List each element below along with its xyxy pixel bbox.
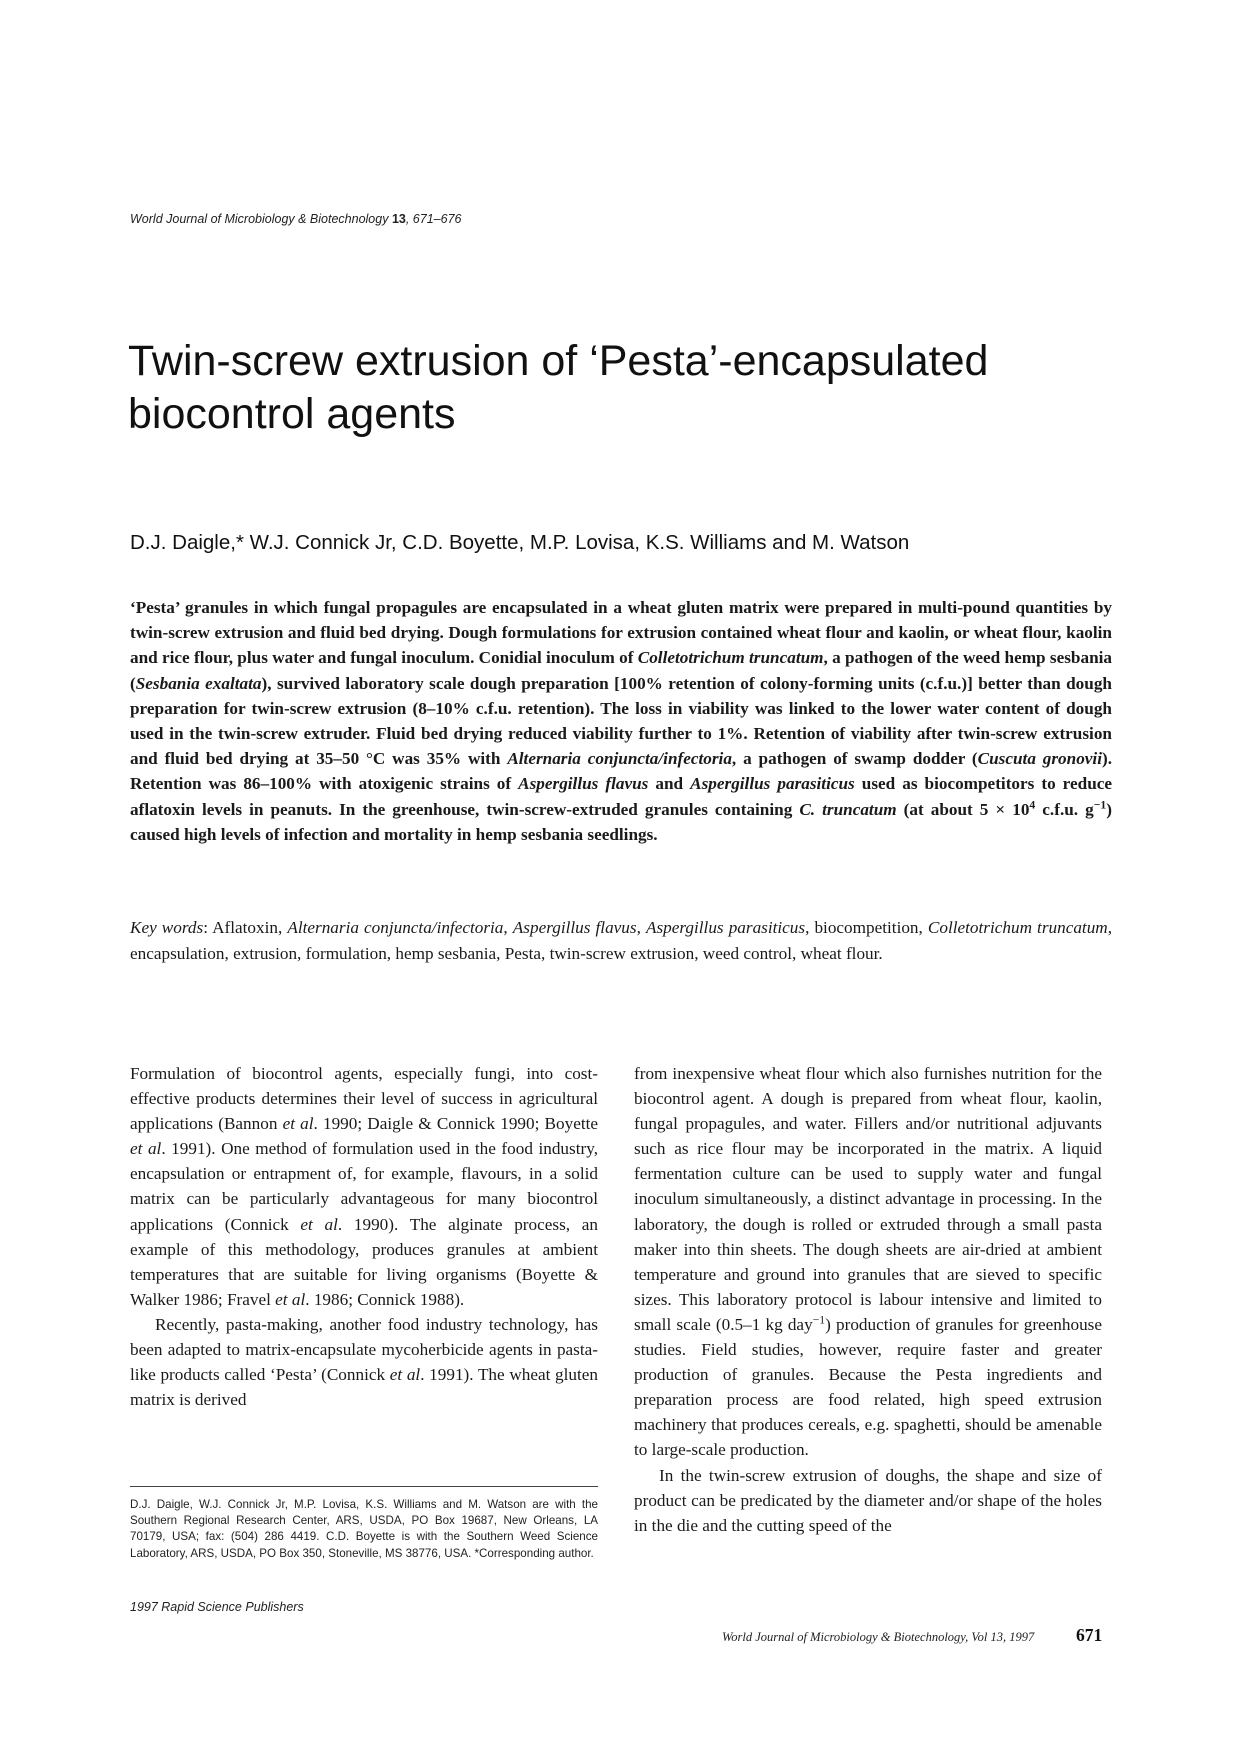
body-text: from inexpensive wheat flour which also furnishes nutrition for the biocontrol agent. A dough is prepared from wheat flour, kaolin, fungal propagules, and water. Fillers and/or nutritional adjuvants such as rice flour may be incorporated in the matrix. A liquid fermentation culture can be used to supply water and fungal inoculum simultaneously, a distinct advantage in processing. In the laboratory, the dough is rolled or extruded through a small pasta maker into thin sheets. The dough sheets are air-dried at ambient temperature and ground into granules that are sieved to specific sizes. This laboratory protocol is labour intensive and limited to small scale (0.5–1 kg day (634, 1064, 1102, 1334)
keywords-text: , encapsulation, extrusion, formulation, hemp sesbania, Pesta, twin-screw extrusion, weed control, wheat flour. (130, 918, 1113, 963)
title-line-1: Twin-screw extrusion of ‘Pesta’-encapsulated (128, 337, 989, 385)
abstract-species: Aspergillus parasiticus (690, 774, 855, 794)
abstract-text: , a pathogen of the weed hemp sesbania ( (130, 648, 1113, 693)
page-number: 671 (1076, 1625, 1103, 1645)
body-text: . 1986; Connick 1988). (305, 1289, 465, 1309)
keyword-species: Colletotrichum truncatum (927, 918, 1108, 937)
running-head (130, 212, 461, 226)
citation-et-al: et al (275, 1289, 306, 1309)
title-line-2: biocontrol agents (128, 390, 456, 438)
abstract-text: c.f.u. g (1035, 799, 1094, 819)
abstract-superscript: 4 (1029, 797, 1036, 811)
abstract-text: (at about 5 × 10 (896, 799, 1030, 819)
body-text: Formulation of biocontrol agents, especially fungi, into cost-effective products determines their level of success in agricultural applications (Bannon (130, 1064, 598, 1134)
citation-et-al: et al (130, 1139, 162, 1159)
footnote-divider (130, 1486, 598, 1487)
abstract-text: ), survived laboratory scale dough preparation [100% retention of colony-forming units (c.f.u.)] better than dough preparation for twin-screw extrusion (8–10% c.f.u. retention). The loss in viability was linked to the lower water content of dough used in the twin-screw extruder. Fluid bed drying reduced viability further to 1%. Retention of viability after twin-screw extrusion and fluid bed drying at 35–50 °C was 35% with (130, 673, 1112, 769)
body-paragraph (634, 1061, 1102, 1463)
citation-et-al: et al (389, 1365, 421, 1385)
running-head-volume: 13 (391, 212, 406, 226)
keywords-text: , biocompetition, (805, 918, 928, 937)
citation-et-al: et al (282, 1114, 314, 1134)
abstract (130, 595, 1112, 847)
footer-journal: World Journal of Microbiology & Biotechnology, Vol 13, 1997 (722, 1630, 1035, 1644)
body-text: Recently, pasta-making, another food industry technology, has been adapted to matrix-encapsulate mycoherbicide agents in pasta-like products called ‘Pesta’ (Connick (130, 1314, 598, 1385)
abstract-text: ). Retention was 86–100% with atoxigenic strains of (130, 749, 1113, 794)
running-head-journal: World Journal of Microbiology & Biotechnology (130, 212, 389, 226)
body-text: . 1991). One method of formulation used in the food industry, encapsulation or entrapment of, for example, flavours, in a solid matrix can be particularly advantageous for many biocontrol applications (Connick (130, 1139, 598, 1234)
abstract-text: and (648, 774, 691, 794)
body-text: . 1990). The alginate process, an example of this methodology, produces granules at ambient temperatures that are suitable for living organisms (Boyette & Walker 1986; Fravel (130, 1214, 598, 1309)
body-text: . 1991). The wheat gluten matrix is derived (130, 1365, 598, 1410)
keywords-text: : Aflatoxin, (203, 918, 288, 937)
keywords-text: , (503, 918, 513, 937)
body-text: . 1990; Daigle & Connick 1990; Boyette (313, 1114, 599, 1134)
body-text: ) production of granules for greenhouse studies. Field studies, however, require faster and greater production of granules. Because the Pesta ingredients and preparation process are food related, high speed extrusion machinery that produces cereals, e.g. spaghetti, should be amenable to large-scale production. (634, 1314, 1102, 1460)
abstract-species: Colletotrichum truncatum (637, 648, 824, 668)
abstract-species: Sesbania exaltata (135, 673, 262, 693)
body-superscript: −1 (812, 1313, 826, 1327)
keyword-species: Alternaria conjuncta/infectoria (287, 918, 504, 937)
abstract-text: ‘Pesta’ granules in which fungal propagules are encapsulated in a wheat gluten matrix were prepared in multi-pound quantities by twin-screw extrusion and fluid bed drying. Dough formulations for extrusion contained wheat flour and kaolin, or wheat flour, kaolin and rice flour, plus water and fungal inoculum. Conidial inoculum of (130, 598, 1112, 668)
running-head-pages: , 671–676 (405, 212, 462, 226)
author-list: D.J. Daigle,* W.J. Connick Jr, C.D. Boyette, M.P. Lovisa, K.S. Williams and M. Watson (130, 531, 910, 554)
keyword-species: Aspergillus flavus (512, 918, 637, 937)
abstract-text: ) caused high levels of infection and mortality in hemp sesbania seedlings. (130, 799, 1112, 844)
citation-et-al: et al (300, 1214, 338, 1234)
abstract-species: Cuscuta gronovii (977, 749, 1102, 769)
abstract-species: C. truncatum (799, 799, 897, 819)
abstract-species: Aspergillus flavus (518, 774, 649, 794)
body-paragraph (130, 1061, 598, 1312)
body-column-right (634, 1061, 1102, 1538)
keyword-species: Aspergillus parasiticus (645, 918, 806, 937)
abstract-text: , a pathogen of swamp dodder ( (731, 749, 978, 769)
article-title (128, 335, 1108, 441)
author-affiliation-footnote: D.J. Daigle, W.J. Connick Jr, M.P. Lovisa, K.S. Williams and M. Watson are with the Southern Regional Research Center, ARS, USDA, PO Box 19687, New Orleans, LA 70179, USA; fax: (504) 286 4419. C.D. Boyette is with the Southern Weed Science Laboratory, ARS, USDA, PO Box 350, Stoneville, MS 38776, USA. *Corresponding author. (130, 1498, 598, 1560)
abstract-species: Alternaria conjuncta/infectoria (507, 749, 732, 769)
body-paragraph (130, 1312, 598, 1412)
keywords-text: , (636, 918, 646, 937)
abstract-superscript: −1 (1093, 797, 1107, 811)
keywords (130, 915, 1112, 966)
keywords-label: Key words (130, 918, 204, 937)
abstract-text: used as biocompetitors to reduce aflatoxin levels in peanuts. In the greenhouse, twin-screw-extruded granules containing (130, 774, 1113, 819)
body-column-left (130, 1061, 598, 1412)
body-paragraph: In the twin-screw extrusion of doughs, the shape and size of product can be predicated by the diameter and/or shape of the holes in the die and the cutting speed of the (634, 1465, 1102, 1535)
publisher-line: 1997 Rapid Science Publishers (130, 1600, 304, 1614)
